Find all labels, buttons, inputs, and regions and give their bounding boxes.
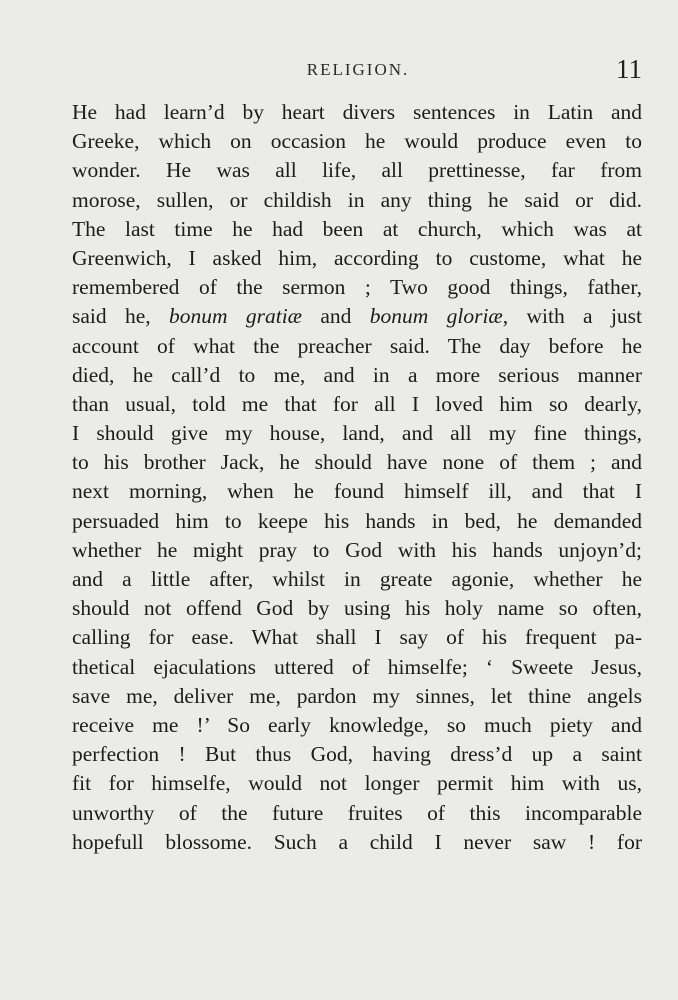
- text-line: I should give my house, land, and all my fine things,: [72, 421, 642, 446]
- text-line: receive me !’ So early knowledge, so much piety and: [72, 712, 642, 737]
- text-line: hopefull blossome. Such a child I never saw ! for: [72, 829, 642, 854]
- text-line: unworthy of the future fruites of this incomparable: [72, 800, 642, 825]
- text-line: perfection ! But thus God, having dress’d up a saint: [72, 742, 642, 767]
- body-text: [72, 98, 642, 857]
- text-line: died, he call’d to me, and in a more serious manner: [72, 362, 642, 387]
- text-segment: , with a just: [502, 304, 643, 329]
- text-line: should not offend God by using his holy name so often,: [72, 596, 642, 621]
- text-line: than usual, told me that for all I loved him so dearly,: [72, 391, 642, 416]
- text-line: to his brother Jack, he should have none of them ; and: [72, 450, 642, 475]
- text-line: morose, sullen, or childish in any thing he said or did.: [72, 187, 642, 212]
- latin-phrase: bonum gratiæ: [168, 304, 303, 329]
- running-head: [74, 56, 642, 86]
- text-line: fit for himselfe, would not longer permit him with us,: [72, 771, 642, 796]
- text-line: and a little after, whilst in greate agonie, whether he: [72, 567, 642, 591]
- latin-phrase: bonum gloriæ: [369, 304, 503, 329]
- text-line: wonder. He was all life, all prettinesse, far from: [72, 158, 642, 183]
- text-line: save me, deliver me, pardon my sinnes, let thine angels: [72, 683, 642, 708]
- text-line: next morning, when he found himself ill, and that I: [72, 479, 642, 504]
- text-segment: said he,: [72, 304, 169, 329]
- text-line-latin: [72, 302, 642, 331]
- text-line: thetical ejaculations uttered of himselfe; ‘ Sweete Jesus,: [72, 654, 642, 679]
- page-number: 11: [616, 54, 642, 84]
- text-line: Greeke, which on occasion he would produce even to: [72, 129, 642, 154]
- text-line: calling for ease. What shall I say of his frequent pa-: [72, 625, 642, 650]
- text-line: The last time he had been at church, which was at: [72, 216, 642, 241]
- text-line: He had learn’d by heart divers sentences in Latin and: [72, 100, 642, 124]
- text-line: persuaded him to keepe his hands in bed, he demanded: [72, 508, 642, 533]
- text-segment: and: [302, 304, 370, 329]
- text-line: whether he might pray to God with his hands unjoyn’d;: [72, 537, 642, 562]
- text-line: remembered of the sermon ; Two good things, father,: [72, 275, 642, 300]
- text-line: Greenwich, I asked him, according to custome, what he: [72, 245, 642, 270]
- running-title: RELIGION.: [306, 60, 410, 79]
- text-line: account of what the preacher said. The day before he: [72, 333, 642, 358]
